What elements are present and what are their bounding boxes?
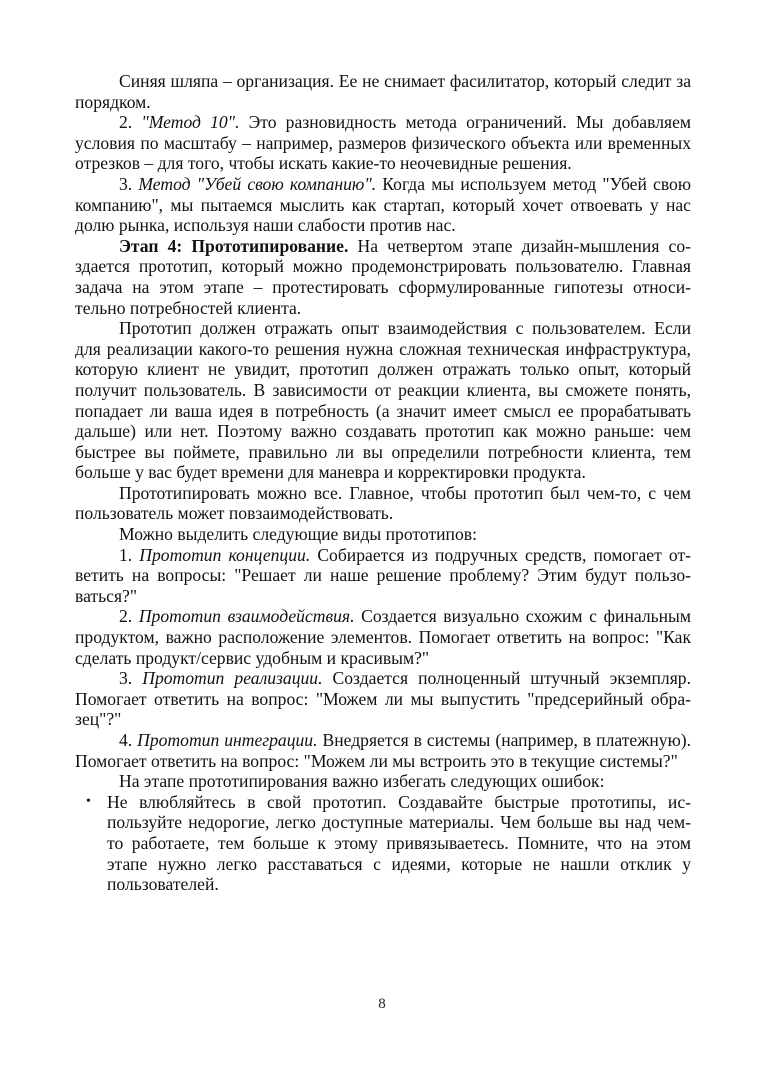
mistakes-list	[75, 792, 691, 895]
list-item-text: Не влюбляйтесь в свой прототип. Создавайте быстрые прототипы, используйте недорогие, легко доступные материалы. Чем больше вы над чем-то работаете, тем больше к этому привязываетесь. Помните, что на этом этапе нужно легко расставаться с идеями, которые не нашли отклик у пользователей.	[107, 791, 691, 895]
paragraph-text: Синяя шляпа – организация. Ее не снимает фасилитатор, который следит за порядком.	[75, 71, 691, 112]
paragraph-text: Когда мы используем метод "Убей свою компанию", мы пытаемся мыслить как стартап, который хочет отвоевать у нас долю рынка, используя наши слабости против нас.	[75, 173, 691, 236]
paragraph-mistakes-intro	[75, 771, 691, 792]
prototype-type-title: Прототип интеграции.	[137, 730, 318, 750]
paragraph-text: Это разновидность метода ограничений. Мы добавляем условия по масштабу – например, размеров физического объекта или временных отрезков – для того, чтобы искать какие-то неочевидные решения.	[75, 112, 692, 174]
method-title: "Метод 10".	[141, 112, 240, 133]
paragraph-text: Создается полноценный штучный экземпляр. Помогает ответить на вопрос: "Можем ли мы выпустить "предсерийный образец"?"	[75, 668, 691, 730]
paragraph-text: На четвертом этапе дизайн-мышления создается прототип, который можно продемонстрировать пользователю. Главная задача на этом этапе – протестировать сформулированные гипотезы относительно потребностей клиента.	[75, 235, 691, 318]
paragraph-type-interaction	[75, 606, 691, 668]
list-number: 2.	[119, 112, 142, 133]
page-number: 8	[378, 996, 386, 1012]
prototype-type-title: Прототип реализации.	[142, 668, 323, 689]
section-heading: Этап 4: Прототипирование.	[119, 235, 349, 256]
list-number: 1.	[119, 544, 140, 565]
method-title: Метод "Убей свою компанию".	[138, 173, 377, 194]
paragraph-text: Прототип должен отражать опыт взаимодействия с пользователем. Если для реализации какого-то решения нужна сложная техническая инфраструктура, которую клиент не увидит, прототип должен отражать только опыт, который получит пользователь. В зависимости от реакции клиента, вы сможете понять, попадает ли ваша идея в потребность (а значит имеет смысл ее прорабатывать дальше) или нет. Поэтому важно создавать прототип как можно раньше: чем быстрее вы поймете, правильно ли вы определили потребности клиента, тем больше у вас будет времени для маневра и корректировки продукта.	[75, 318, 691, 483]
paragraph-type-integration	[75, 730, 691, 771]
prototype-type-title: Прототип концепции.	[139, 544, 311, 565]
paragraph-text: Можно выделить следующие виды прототипов:	[119, 524, 477, 545]
paragraph-type-concept	[75, 545, 691, 607]
paragraph-prototype-experience	[75, 318, 691, 483]
list-number: 3.	[119, 668, 143, 689]
paragraph-types-intro	[75, 524, 691, 545]
paragraph-text: Внедряется в системы (например, в платежную). Помогает ответить на вопрос: "Можем ли мы встроить это в текущие системы?"	[75, 730, 691, 771]
paragraph-blue-hat	[75, 71, 691, 112]
list-number: 2.	[119, 606, 139, 627]
paragraph-prototype-anything	[75, 483, 691, 524]
paragraph-method-10	[75, 112, 691, 174]
paragraph-text: Создается визуально схожим с финальным продуктом, важно расположение элементов. Помогает ответить на вопрос: "Как сделать продукт/сервис удобным и красивым?"	[75, 606, 691, 668]
list-number: 4.	[119, 730, 138, 750]
list-number: 3.	[119, 173, 139, 194]
paragraph-text: Прототипировать можно все. Главное, чтобы прототип был чем-то, с чем пользователь может повзаимодействовать.	[75, 482, 691, 524]
paragraph-text: Собирается из подручных средств, помогает ответить на вопросы: "Решает ли наше решение проблему? Этим будут пользоваться?"	[75, 544, 691, 606]
prototype-type-title: Прототип взаимодействия.	[138, 606, 355, 627]
bullet-icon: •	[86, 793, 91, 809]
paragraph-kill-company	[75, 174, 691, 236]
list-item	[86, 791, 691, 895]
paragraph-stage-4	[75, 236, 691, 318]
paragraph-text: На этапе прототипирования важно избегать следующих ошибок:	[119, 771, 605, 792]
paragraph-type-implementation	[75, 668, 691, 730]
document-page	[75, 71, 691, 895]
